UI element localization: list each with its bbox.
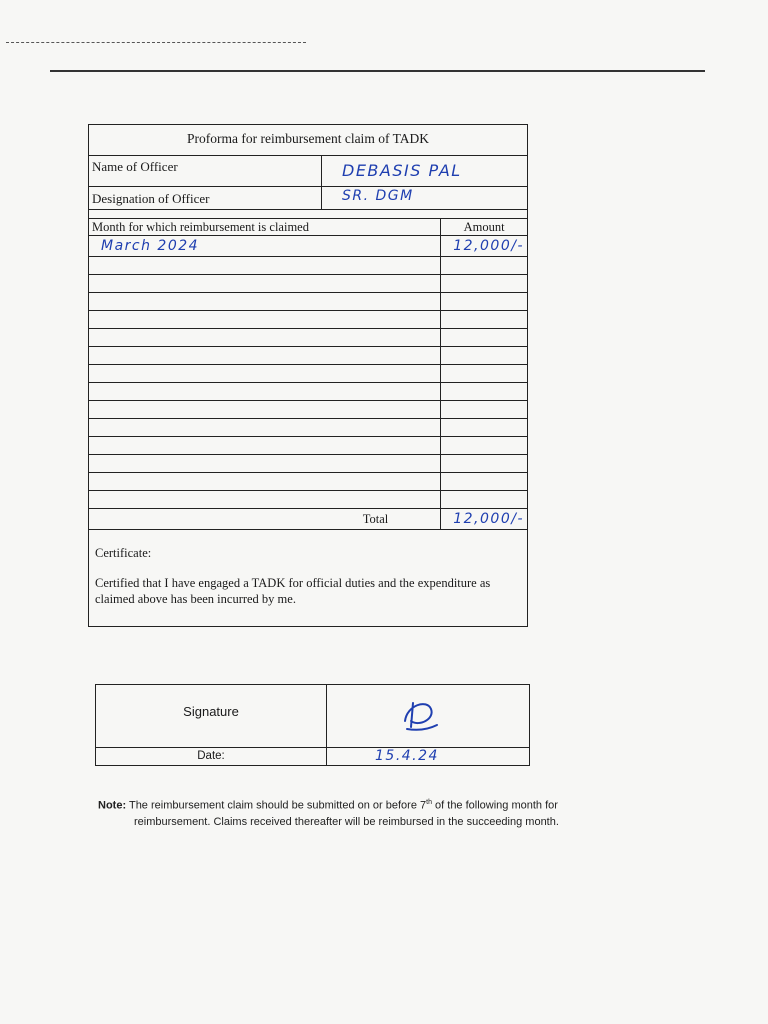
table-row bbox=[89, 329, 527, 347]
table-row bbox=[89, 311, 527, 329]
name-row bbox=[89, 156, 527, 187]
signature-label: Signature bbox=[96, 685, 327, 747]
table-row bbox=[89, 401, 527, 419]
table-row bbox=[89, 365, 527, 383]
table-row bbox=[89, 437, 527, 455]
table-row bbox=[89, 419, 527, 437]
signature-box bbox=[95, 684, 530, 766]
certificate-section bbox=[89, 530, 527, 626]
note-text-b: of the following month for bbox=[435, 799, 558, 812]
total-row bbox=[89, 509, 527, 530]
table-row bbox=[89, 455, 527, 473]
page-rule bbox=[50, 70, 705, 72]
claims-table bbox=[89, 219, 527, 530]
name-value: DEBASIS PAL bbox=[342, 161, 462, 180]
total-label: Total bbox=[89, 509, 441, 530]
designation-label: Designation of Officer bbox=[89, 187, 322, 209]
date-row bbox=[96, 748, 529, 765]
form-title: Proforma for reimbursement claim of TADK bbox=[89, 125, 527, 156]
note-line-1 bbox=[98, 795, 638, 814]
amount-header: Amount bbox=[441, 219, 527, 236]
note-superscript: th bbox=[426, 799, 432, 806]
name-label: Name of Officer bbox=[89, 156, 322, 186]
note-section bbox=[98, 795, 638, 830]
table-row bbox=[89, 473, 527, 491]
designation-value: SR. DGM bbox=[342, 188, 414, 204]
table-row bbox=[89, 383, 527, 401]
date-value: 15.4.24 bbox=[375, 748, 439, 764]
signature-mark bbox=[327, 685, 529, 747]
table-row bbox=[89, 257, 527, 275]
claims-header-row bbox=[89, 219, 527, 236]
handwritten-signature-icon bbox=[327, 685, 527, 745]
note-text-a: The reimbursement claim should be submitted on or before 7 bbox=[128, 799, 427, 812]
date-label: Date: bbox=[96, 748, 327, 765]
certificate-heading: Certificate: bbox=[95, 546, 152, 560]
note-label: Note: bbox=[98, 799, 127, 812]
table-row bbox=[89, 236, 527, 257]
month-header: Month for which reimbursement is claimed bbox=[89, 219, 441, 236]
spacer-row bbox=[89, 210, 527, 219]
scan-artifact-line bbox=[6, 42, 306, 43]
table-row bbox=[89, 293, 527, 311]
table-row bbox=[89, 275, 527, 293]
claim-month: March 2024 bbox=[89, 236, 441, 257]
table-row bbox=[89, 347, 527, 365]
claim-form bbox=[88, 124, 528, 627]
total-value: 12,000/- bbox=[441, 509, 527, 530]
table-row bbox=[89, 491, 527, 509]
signature-row bbox=[96, 685, 529, 748]
certificate-text: Certified that I have engaged a TADK for official duties and the expenditure as claimed above has been incurred by me. bbox=[95, 576, 491, 606]
claim-amount: 12,000/- bbox=[441, 236, 527, 257]
designation-row bbox=[89, 187, 527, 210]
note-line-2: reimbursement. Claims received thereafter will be reimbursed in the succeeding month. bbox=[134, 815, 559, 828]
